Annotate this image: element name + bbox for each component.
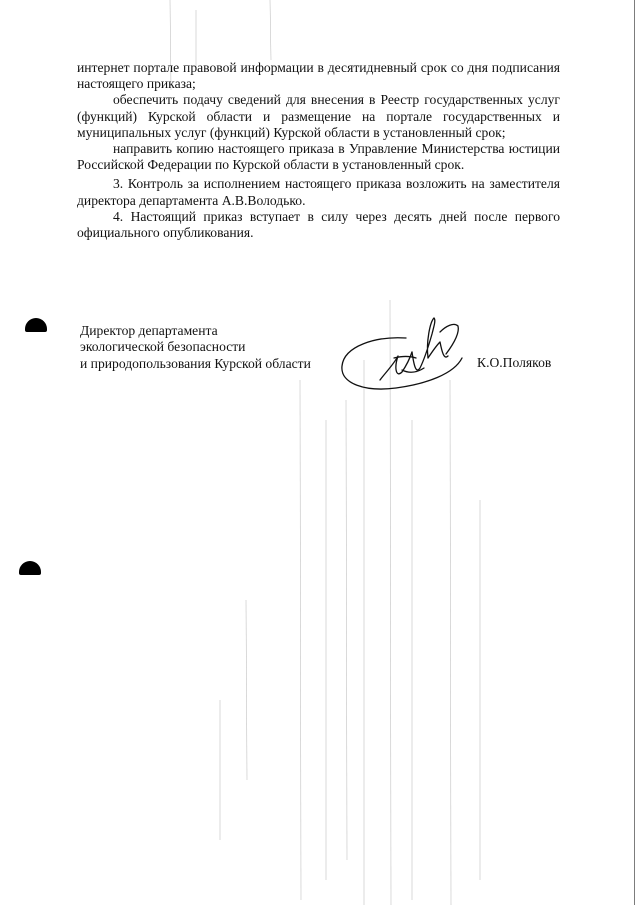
paragraph-control: 3. Контроль за исполнением настоящего приказа возложить на заместителя директора департамента А.В.Володько. xyxy=(77,176,560,208)
punch-hole-bottom xyxy=(19,561,41,575)
position-line-1: Директор департамента xyxy=(80,323,218,338)
scan-edge-line xyxy=(634,0,635,905)
signature-block xyxy=(80,323,311,372)
signer-name: К.О.Поляков xyxy=(477,355,552,370)
punch-hole-top xyxy=(25,318,47,332)
paragraph-ministry-copy: направить копию настоящего приказа в Управление Министерства юстиции Российской Федерации по Курской области в установленный срок. xyxy=(77,141,560,173)
handwritten-signature xyxy=(336,312,476,394)
document-body xyxy=(77,60,560,241)
paragraph-portal-publication: интернет портале правовой информации в десятидневный срок со дня подписания настоящего приказа; xyxy=(77,60,560,92)
position-line-3: и природопользования Курской области xyxy=(80,355,311,371)
paragraph-registry-submission: обеспечить подачу сведений для внесения в Реестр государственных услуг (функций) Курской области и размещение на портале государственных и муниципальных услуг (функций) Курской области в установленный срок; xyxy=(77,92,560,140)
paragraph-effective-date: 4. Настоящий приказ вступает в силу через десять дней после первого официального опубликования. xyxy=(77,208,560,241)
position-line-2: экологической безопасности xyxy=(80,339,246,355)
